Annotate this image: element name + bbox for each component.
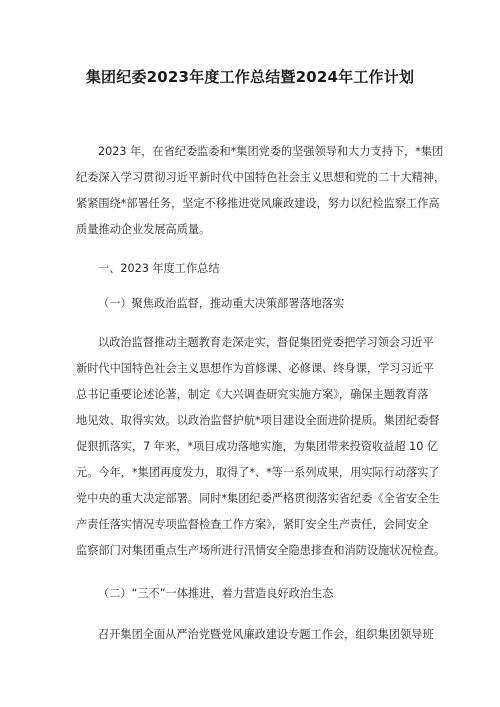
body-line-3: 总书记重要论述论著，制定《大兴调查研究实施方案》，确保主题教育落 [76,388,429,401]
body-line-9: 监察部门对集团重点生产场所进行汛情安全隐患排查和消防设施状况检查。 [76,544,446,557]
intro-line-4: 质量推动企业发展高质量。 [76,223,211,236]
body-line-4: 地见效、取得实效。以政治监督护航*项目建设全面进阶提质。集团纪委督 [76,414,440,427]
body-line-1: 以政治监督推动主题教育走深走实，督促集团党委把学习领会习近平 [98,336,434,349]
body-line-6: 元。今年，*集团再度发力，取得了*、*等一系列成果，用实际行动落实了 [76,466,440,479]
intro-line-3: 紧紧围绕*部署任务，坚定不移推进党风廉政建设，努力以纪检监察工作高 [76,197,440,210]
intro-line-2: 纪委深入学习贯彻习近平新时代中国特色社会主义思想和党的二十大精神， [76,171,446,184]
subsection-heading-2: （二）“三不”一体推进，着力营造良好政治生态 [98,587,334,600]
document-title: 集团纪委2023年度工作总结暨2024年工作计划 [85,68,415,86]
subsection-heading-1: （一）聚焦政治监督，推动重大决策部署落地落实 [98,297,345,310]
body-line-7: 党中央的重大决定部署。同时*集团纪委严格贯彻落实省纪委《全省安全生 [76,492,440,505]
body-line-8: 产责任落实情况专项监督检查工作方案》，紧盯安全生产责任，会同安全 [76,518,429,531]
body-line-5: 促狠抓落实，7 年来，*项目成功落地实施，为集团带来投资收益超 10 亿 [76,440,439,453]
section-heading-1: 一、2023 年度工作总结 [98,262,220,275]
intro-line-1: 2023 年，在省纪委监委和*集团党委的坚强领导和大力支持下，*集团 [98,145,444,158]
body-line-10: 召开集团全面从严治党暨党风廉政建设专题工作会，组织集团领导班 [98,628,434,641]
body-line-2: 新时代中国特色社会主义思想作为首修课、必修课、终身课，学习习近平 [76,362,435,375]
